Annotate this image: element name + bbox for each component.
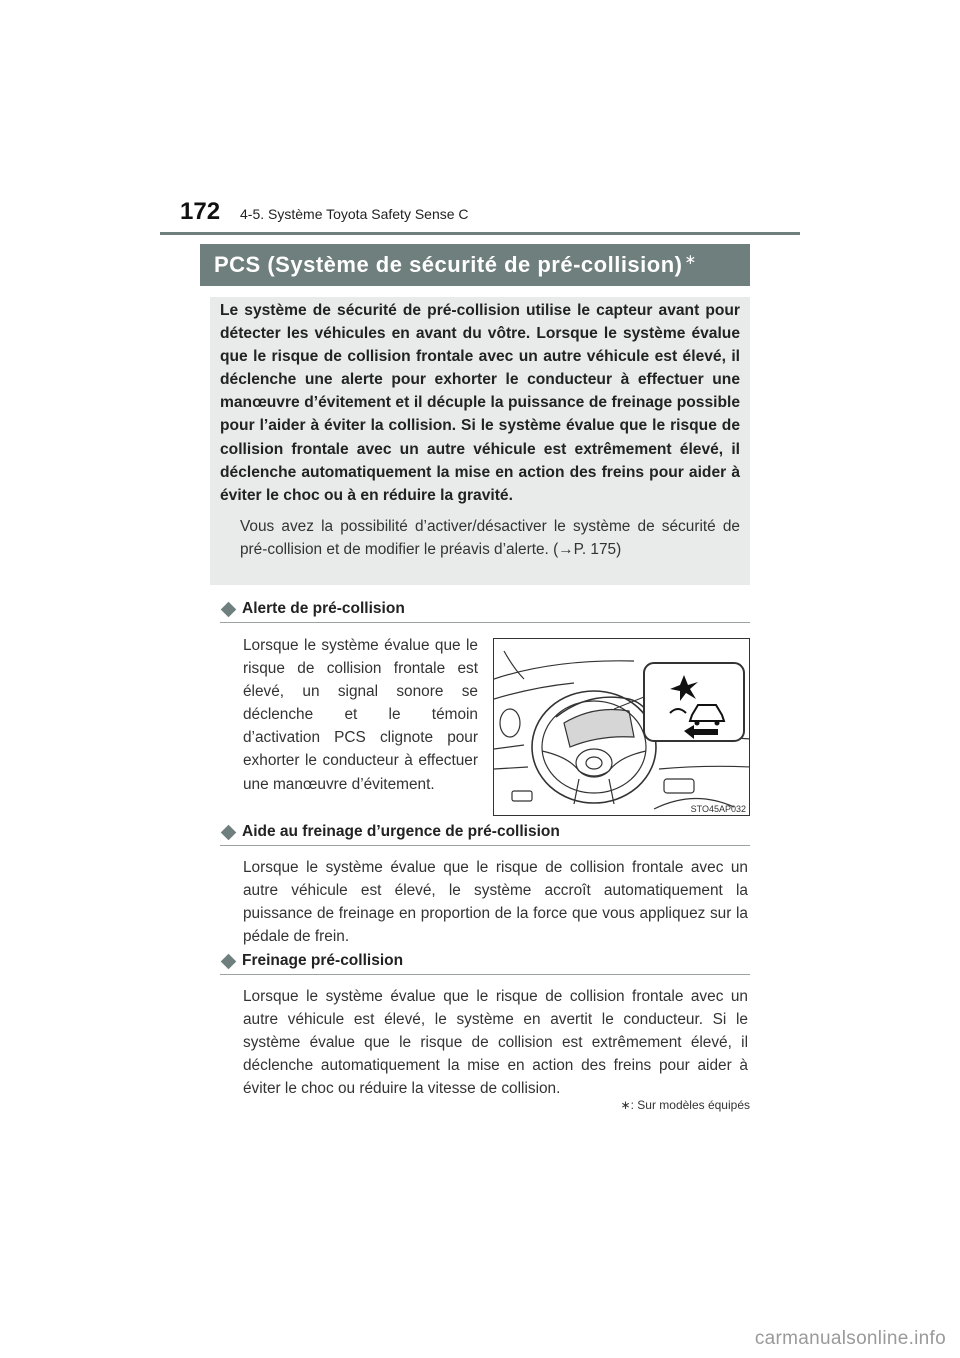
figure-code: STO45AP032 [690, 804, 746, 814]
running-header: 4-5. Système Toyota Safety Sense C [240, 206, 469, 222]
section-heading-alert [220, 600, 750, 623]
dashboard-drawing [494, 639, 750, 816]
section-heading-text: Freinage pré-collision [242, 952, 404, 969]
intro-paragraph: Le système de sécurité de pré-collision utilise le capteur avant pour détecter les véhicules en avant du vôtre. Lorsque le système évalue que le risque de collision frontale avec un autre véhicule est élevé, il déclenche une alerte pour exhorter le conducteur à effectuer une manœuvre d’évitement et il décuple la puissance de freinage possible pour l’aider à éviter la collision. Si le système évalue que le risque de collision frontale avec un autre véhicule est extrêmement élevé, il déclenche automatiquement la mise en action des freins pour aider à éviter le choc ou à en réduire la gravité. [220, 302, 740, 504]
section-heading-pre-collision-braking [220, 952, 750, 975]
intro-note: Vous avez la possibilité d’activer/désactiver le système de sécurité de pré-collision et de modifier le préavis d’alerte. (→P. 175) [240, 517, 740, 558]
section-title-text: PCS (Système de sécurité de pré-collision) [214, 252, 683, 277]
page-number: 172 [180, 198, 221, 225]
title-asterisk: ∗ [684, 251, 697, 267]
footnote [621, 1098, 750, 1112]
section-heading-text: Aide au freinage d’urgence de pré-collision [242, 823, 560, 840]
intro-box [210, 297, 750, 585]
header-rule [160, 232, 800, 235]
diamond-bullet-icon [221, 824, 237, 840]
footnote-asterisk: ∗ [620, 1098, 631, 1112]
section-body-pre-collision-braking: Lorsque le système évalue que le risque de collision frontale avec un autre véhicule est élevé, le système en avertit le conducteur. Si le système évalue que le risque de collision est extrêmement élevé, il déclenche automatiquement la mise en action des freins pour aider à éviter le choc ou réduire la vitesse de collision. [243, 988, 748, 1098]
footnote-text: : Sur modèles équipés [630, 1098, 750, 1112]
diamond-bullet-icon [221, 601, 237, 617]
watermark: carmanualsonline.info [754, 1328, 946, 1349]
dashboard-illustration [493, 638, 750, 816]
section-body-alert: Lorsque le système évalue que le risque de collision frontale est élevé, un signal sonore se déclenche et le témoin d’activation PCS clignote pour exhorter le conducteur à effectuer une manœuvre d’évitement. [243, 637, 478, 793]
section-body-brake-assist: Lorsque le système évalue que le risque de collision frontale avec un autre véhicule est élevé, le système accroît automatiquement la puissance de freinage en proportion de la force que vous appliquez sur la pédale de frein. [243, 859, 748, 946]
section-heading-brake-assist [220, 823, 750, 846]
section-heading-text: Alerte de pré-collision [242, 600, 405, 617]
section-title [200, 244, 750, 286]
diamond-bullet-icon [221, 953, 237, 969]
